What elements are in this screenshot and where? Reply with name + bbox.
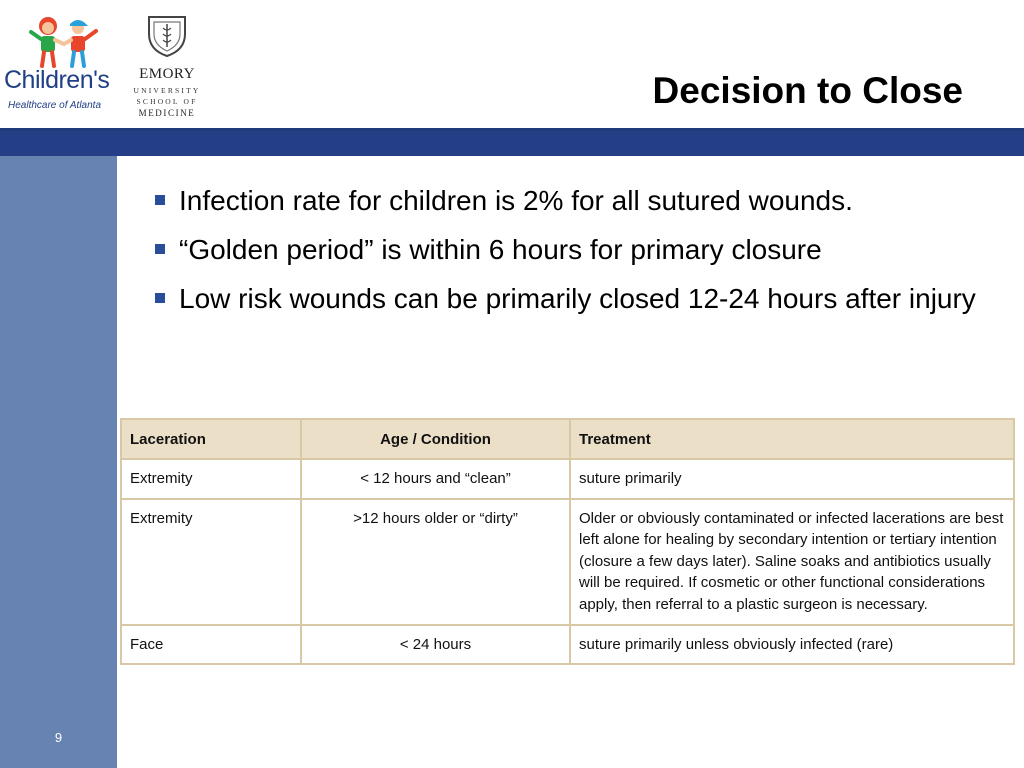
page-number: 9 [54,730,63,745]
slide-title: Decision to Close [652,70,963,111]
table-row [121,499,1014,625]
bullet-square-icon [155,244,165,254]
header-treatment: Treatment [570,419,1014,459]
table-row [121,459,1014,499]
cell-laceration: Extremity [121,459,301,499]
emory-logo-name: EMORY [139,66,195,82]
bullet-square-icon [155,195,165,205]
childrens-logo-tagline: Healthcare of Atlanta [8,100,102,111]
table-header-row [121,419,1014,459]
bullet-item [153,278,993,319]
bullet-text: Infection rate for children is 2% for all sutured wounds. [179,185,853,216]
cell-laceration: Extremity [121,499,301,625]
bullet-text: Low risk wounds can be primarily closed 12-24 hours after injury [179,283,976,314]
cell-age-condition: >12 hours older or “dirty” [301,499,570,625]
cell-treatment: Older or obviously contaminated or infected lacerations are best left alone for healing by secondary intention or tertiary intention (closure a few days later). Saline soaks and antibiotics usually will be required. If cosmetic or other functional considerations apply, then referral to a plastic surgeon is necessary. [570,499,1014,625]
emory-shield-icon [146,14,188,58]
childrens-logo-wordmark: Children's [4,66,110,94]
bullet-item [153,180,993,221]
emory-logo [132,14,202,118]
left-sidebar [0,156,117,768]
laceration-table [120,418,1015,665]
bullet-text: “Golden period” is within 6 hours for primary closure [179,234,822,265]
header-laceration: Laceration [121,419,301,459]
cell-treatment: suture primarily unless obviously infected (rare) [570,625,1014,665]
childrens-healthcare-logo [4,14,128,118]
emory-logo-line3: MEDICINE [138,108,196,118]
cell-laceration: Face [121,625,301,665]
emory-logo-line1: UNIVERSITY [133,86,201,95]
cell-age-condition: < 24 hours [301,625,570,665]
kids-figures-icon [26,14,102,68]
header-band [0,131,1024,156]
table-row [121,625,1014,665]
cell-age-condition: < 12 hours and “clean” [301,459,570,499]
bullet-list [153,180,993,327]
bullet-square-icon [155,293,165,303]
header-age-condition: Age / Condition [301,419,570,459]
bullet-item [153,229,993,270]
emory-logo-line2: SCHOOL OF [136,97,198,106]
cell-treatment: suture primarily [570,459,1014,499]
